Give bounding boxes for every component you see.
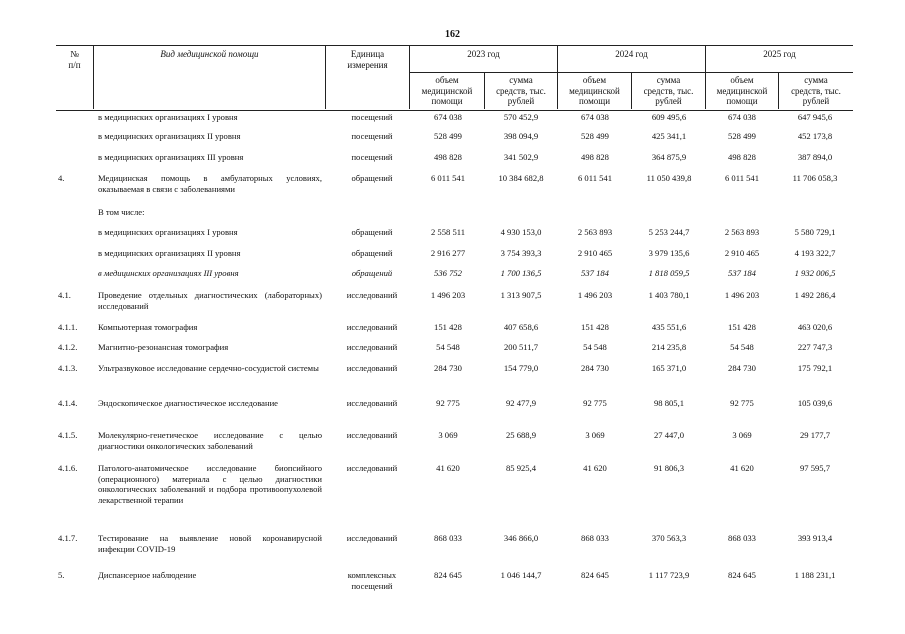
- header-year-2025: 2025 год: [763, 49, 796, 59]
- row-value: 105 039,6: [797, 398, 833, 408]
- row-name: в медицинских организациях I уровня: [98, 227, 238, 237]
- row-value: 54 548: [436, 342, 460, 352]
- row-value: 1 700 136,5: [500, 268, 542, 278]
- row-name: Медицинская помощь в амбулаторных условиях, оказываемая в связи с заболеваниями: [98, 173, 322, 194]
- row-value: 151 428: [728, 322, 756, 332]
- row-name: Патолого-анатомическое исследование биопсийного (операционного) материала с целью диагностики онкологических заболеваний и подбора противоопухолевой лекарственной терапии: [98, 463, 322, 505]
- row-name: в медицинских организациях II уровня: [98, 248, 241, 258]
- row-value: 341 502,9: [503, 152, 539, 162]
- row-value: 284 730: [581, 363, 609, 373]
- header-amount: сумма средств, тыс. рублей: [643, 75, 694, 106]
- row-value: 214 235,8: [651, 342, 687, 352]
- row-value: 2 910 465: [577, 248, 613, 258]
- row-unit: исследований: [346, 363, 398, 373]
- row-value: 4 193 322,7: [794, 248, 836, 258]
- row-value: 498 828: [728, 152, 756, 162]
- row-value: 364 875,9: [651, 152, 687, 162]
- row-value: 407 658,6: [503, 322, 539, 332]
- row-value: 609 495,6: [651, 112, 687, 122]
- row-value: 1 932 006,5: [794, 268, 836, 278]
- row-value: 3 754 393,3: [500, 248, 542, 258]
- row-unit: исследований: [346, 533, 398, 543]
- row-value: 200 511,7: [503, 342, 539, 352]
- row-value: 435 551,6: [651, 322, 687, 332]
- row-number: 4.1.1.: [58, 322, 78, 332]
- row-value: 393 913,4: [797, 533, 833, 543]
- row-number: 4.1.: [58, 290, 71, 300]
- row-unit: обращений: [351, 268, 393, 278]
- row-name: Магнитно-резонансная томография: [98, 342, 229, 352]
- row-unit: посещений: [351, 152, 393, 162]
- row-unit: обращений: [351, 227, 393, 237]
- row-value: 528 499: [728, 131, 756, 141]
- row-value: 498 828: [581, 152, 609, 162]
- row-unit: исследований: [346, 430, 398, 440]
- row-value: 2 558 511: [430, 227, 466, 237]
- row-value: 41 620: [730, 463, 754, 473]
- row-value: 98 805,1: [653, 398, 685, 408]
- row-value: 2 910 465: [724, 248, 760, 258]
- row-value: 1 492 286,4: [794, 290, 836, 300]
- row-value: 1 496 203: [430, 290, 466, 300]
- page-number: 162: [445, 29, 460, 40]
- row-value: 92 775: [436, 398, 460, 408]
- row-value: 346 866,0: [503, 533, 539, 543]
- row-value: 10 384 682,8: [498, 173, 544, 183]
- row-value: 2 563 893: [577, 227, 613, 237]
- row-value: 824 645: [581, 570, 609, 580]
- row-number: 4.1.4.: [58, 398, 78, 408]
- row-value: 674 038: [434, 112, 462, 122]
- row-value: 387 894,0: [797, 152, 833, 162]
- row-value: 537 184: [728, 268, 756, 278]
- row-value: 1 496 203: [577, 290, 613, 300]
- header-amount: сумма средств, тыс. рублей: [496, 75, 546, 106]
- row-value: 1 046 144,7: [500, 570, 542, 580]
- row-value: 85 925,4: [505, 463, 537, 473]
- row-value: 6 011 541: [724, 173, 760, 183]
- row-value: 2 563 893: [724, 227, 760, 237]
- row-value: 2 916 277: [430, 248, 466, 258]
- row-value: 3 069: [438, 430, 458, 440]
- row-unit: обращений: [351, 173, 393, 183]
- row-value: 25 688,9: [505, 430, 537, 440]
- row-value: 1 818 059,5: [648, 268, 690, 278]
- row-value: 4 930 153,0: [500, 227, 542, 237]
- row-value: 92 775: [583, 398, 607, 408]
- row-name: В том числе:: [98, 207, 145, 217]
- row-value: 498 828: [434, 152, 462, 162]
- row-value: 3 069: [585, 430, 605, 440]
- row-value: 154 779,0: [503, 363, 539, 373]
- row-value: 54 548: [730, 342, 754, 352]
- row-value: 452 173,8: [797, 131, 833, 141]
- row-unit: исследований: [346, 342, 398, 352]
- row-number: 4.1.6.: [58, 463, 78, 473]
- row-number: 4.1.7.: [58, 533, 78, 543]
- row-value: 41 620: [436, 463, 460, 473]
- header-volume: объем медицинской помощи: [569, 75, 620, 106]
- row-value: 97 595,7: [799, 463, 831, 473]
- header-unit: Единица измерения: [347, 49, 388, 70]
- row-value: 29 177,7: [799, 430, 831, 440]
- row-unit: исследований: [346, 463, 398, 473]
- row-value: 92 477,9: [505, 398, 537, 408]
- row-value: 27 447,0: [653, 430, 685, 440]
- row-value: 92 775: [730, 398, 754, 408]
- row-name: Молекулярно-генетическое исследование с целью диагностики онкологических заболеваний: [98, 430, 322, 451]
- row-value: 41 620: [583, 463, 607, 473]
- row-value: 165 371,0: [651, 363, 687, 373]
- row-unit: исследований: [346, 398, 398, 408]
- header-volume: объем медицинской помощи: [421, 75, 473, 106]
- row-name: Компьютерная томография: [98, 322, 198, 332]
- row-value: 674 038: [581, 112, 609, 122]
- row-number: 4.1.5.: [58, 430, 78, 440]
- row-name: в медицинских организациях III уровня: [98, 268, 239, 278]
- row-value: 284 730: [434, 363, 462, 373]
- header-year-2023: 2023 год: [467, 49, 500, 59]
- row-unit: исследований: [346, 290, 398, 300]
- row-value: 151 428: [581, 322, 609, 332]
- row-value: 463 020,6: [797, 322, 833, 332]
- row-value: 868 033: [581, 533, 609, 543]
- row-name: Ультразвуковое исследование сердечно-сосудистой системы: [98, 363, 319, 373]
- row-value: 824 645: [434, 570, 462, 580]
- row-number: 4.1.3.: [58, 363, 78, 373]
- row-value: 528 499: [434, 131, 462, 141]
- row-value: 398 094,9: [503, 131, 539, 141]
- row-value: 175 792,1: [797, 363, 833, 373]
- header-amount: сумма средств, тыс. рублей: [791, 75, 841, 106]
- header-name: Вид медицинской помощи: [160, 49, 259, 59]
- row-name: Эндоскопическое диагностическое исследование: [98, 398, 278, 408]
- row-unit: комплексных посещений: [347, 570, 397, 591]
- row-value: 3 979 135,6: [648, 248, 690, 258]
- row-value: 536 752: [434, 268, 462, 278]
- row-name: Диспансерное наблюдение: [98, 570, 197, 580]
- row-unit: посещений: [351, 112, 393, 122]
- row-value: 1 313 907,5: [500, 290, 542, 300]
- header-volume: объем медицинской помощи: [716, 75, 768, 106]
- row-value: 674 038: [728, 112, 756, 122]
- row-value: 537 184: [581, 268, 609, 278]
- row-value: 91 806,3: [653, 463, 685, 473]
- header-num: № п/п: [68, 49, 81, 70]
- row-value: 284 730: [728, 363, 756, 373]
- row-value: 11 050 439,8: [646, 173, 692, 183]
- row-number: 4.: [58, 173, 65, 183]
- row-unit: обращений: [351, 248, 393, 258]
- row-value: 54 548: [583, 342, 607, 352]
- row-name: в медицинских организациях III уровня: [98, 152, 244, 162]
- row-value: 5 253 244,7: [648, 227, 690, 237]
- row-value: 824 645: [728, 570, 756, 580]
- row-value: 868 033: [728, 533, 756, 543]
- row-value: 528 499: [581, 131, 609, 141]
- row-name: в медицинских организациях II уровня: [98, 131, 241, 141]
- row-value: 5 580 729,1: [794, 227, 836, 237]
- row-value: 6 011 541: [577, 173, 613, 183]
- row-value: 868 033: [434, 533, 462, 543]
- row-value: 370 563,3: [651, 533, 687, 543]
- row-value: 425 341,1: [651, 131, 687, 141]
- row-value: 1 403 780,1: [648, 290, 690, 300]
- row-number: 4.1.2.: [58, 342, 78, 352]
- row-number: 5.: [58, 570, 65, 580]
- row-unit: исследований: [346, 322, 398, 332]
- row-name: Проведение отдельных диагностических (лабораторных) исследований: [98, 290, 322, 311]
- row-value: 3 069: [732, 430, 752, 440]
- row-value: 11 706 058,3: [792, 173, 838, 183]
- row-value: 151 428: [434, 322, 462, 332]
- row-value: 1 496 203: [724, 290, 760, 300]
- row-value: 647 945,6: [797, 112, 833, 122]
- row-unit: посещений: [351, 131, 393, 141]
- row-name: Тестирование на выявление новой коронавирусной инфекции COVID-19: [98, 533, 322, 554]
- row-value: 227 747,3: [797, 342, 833, 352]
- row-name: в медицинских организациях I уровня: [98, 112, 238, 122]
- row-value: 1 188 231,1: [794, 570, 836, 580]
- row-value: 570 452,9: [503, 112, 539, 122]
- row-value: 6 011 541: [430, 173, 466, 183]
- row-value: 1 117 723,9: [648, 570, 690, 580]
- header-year-2024: 2024 год: [615, 49, 648, 59]
